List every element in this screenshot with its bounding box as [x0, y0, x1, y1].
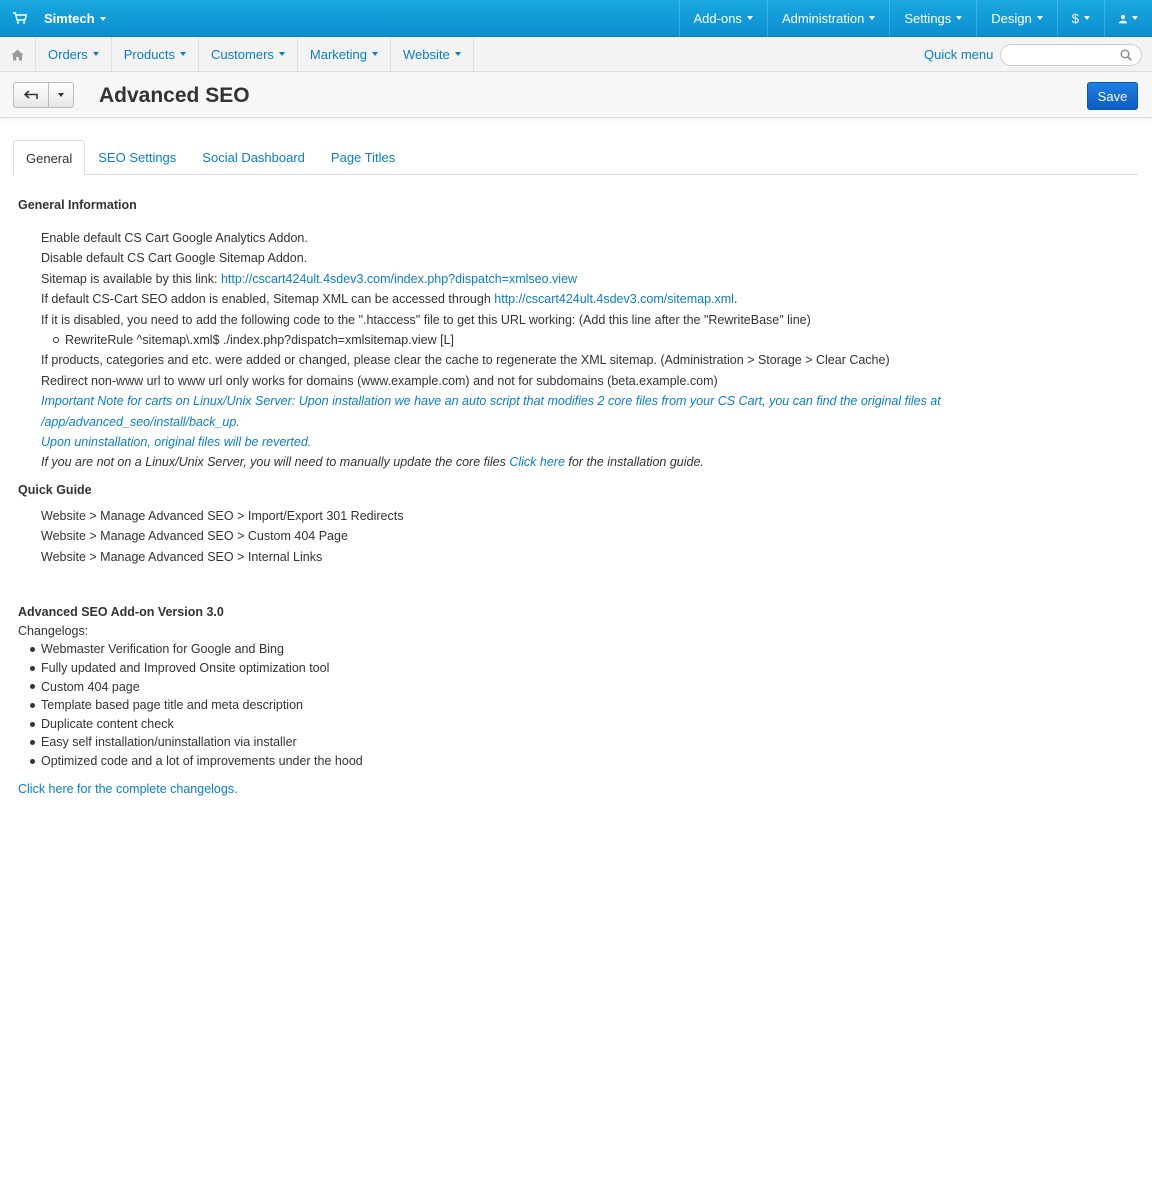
- chevron-down-icon: [372, 52, 378, 56]
- home-icon: [11, 49, 24, 61]
- menu-currency-label: $: [1071, 11, 1079, 26]
- bullet-icon: [30, 684, 35, 689]
- sitemap-text: Sitemap is available by this link:: [41, 271, 221, 286]
- guide-item: Website > Manage Advanced SEO > Import/Export 301 Redirects: [41, 509, 404, 524]
- back-arrow-icon: [24, 90, 38, 100]
- store-name: Simtech: [44, 11, 95, 26]
- quick-menu-link[interactable]: Quick menu: [924, 47, 994, 62]
- changelog-item-text: Custom 404 page: [41, 679, 140, 694]
- tab-page-titles[interactable]: Page Titles: [330, 150, 396, 165]
- cart-icon: [13, 12, 27, 24]
- list-item: [18, 715, 1138, 734]
- back-button-group: [13, 82, 74, 108]
- bullet-icon: [30, 703, 35, 708]
- guide-item: Website > Manage Advanced SEO > Internal Links: [41, 549, 323, 564]
- menu-addons-label: Add-ons: [693, 11, 742, 26]
- search-icon[interactable]: [1120, 49, 1132, 61]
- chevron-down-icon: [279, 52, 285, 56]
- sitemap-xml-link[interactable]: http://cscart424ult.4sdev3.com/sitemap.xml: [494, 292, 734, 307]
- changelog-item-text: Duplicate content check: [41, 716, 174, 731]
- circle-bullet-icon: [53, 337, 59, 343]
- changelog-item-text: Webmaster Verification for Google and Bing: [41, 642, 284, 657]
- manual-update-suffix: for the installation guide.: [564, 455, 704, 470]
- chevron-down-icon: [956, 16, 962, 20]
- changelog-list: [18, 640, 1138, 770]
- guide-item: Website > Manage Advanced SEO > Custom 404 Page: [41, 529, 348, 544]
- menu-user[interactable]: [1104, 0, 1152, 37]
- nav-customers-label: Customers: [211, 47, 274, 62]
- sitemap-link[interactable]: http://cscart424ult.4sdev3.com/index.php?dispatch=xmlseo.view: [220, 271, 578, 286]
- nav-orders[interactable]: [36, 37, 112, 72]
- rewrite-rule-item: [41, 330, 1138, 350]
- chevron-down-icon: [180, 52, 186, 56]
- back-dropdown-button[interactable]: [49, 83, 73, 107]
- uninstall-note: Upon uninstallation, original files will be reverted.: [41, 435, 312, 450]
- menu-design[interactable]: [976, 0, 1056, 37]
- list-item: [18, 733, 1138, 752]
- chevron-down-icon: [1084, 16, 1090, 20]
- chevron-down-icon: [747, 16, 753, 20]
- nav-marketing-label: Marketing: [309, 47, 367, 62]
- nav-orders-label: Orders: [48, 47, 88, 62]
- info-line: If it is disabled, you need to add the following code to the ".htaccess" file to get this URL working: (Add this line after the "RewriteBase" line): [41, 312, 811, 327]
- tab-general[interactable]: General: [13, 140, 85, 176]
- version-heading: Advanced SEO Add-on Version 3.0: [18, 605, 224, 620]
- nav-website-label: Website: [402, 47, 450, 62]
- search-box: [1000, 44, 1142, 66]
- changelog-item-text: Easy self installation/uninstallation via installer: [41, 735, 297, 750]
- menu-administration-label: Administration: [781, 11, 865, 26]
- menu-administration[interactable]: [767, 0, 889, 37]
- sitemap-xml-text: If default CS-Cart SEO addon is enabled, Sitemap XML can be accessed through: [41, 292, 495, 307]
- store-switcher[interactable]: [44, 11, 106, 26]
- changelog-item-text: Optimized code and a lot of improvements under the hood: [41, 754, 363, 769]
- menu-settings-label: Settings: [904, 11, 952, 26]
- chevron-down-icon: [1132, 16, 1138, 20]
- info-line: Redirect non-www url to www url only works for domains (www.example.com) and not for subdomains (beta.example.com): [41, 373, 718, 388]
- save-button[interactable]: Save: [1087, 82, 1138, 110]
- top-menu: [679, 0, 1152, 37]
- title-bar: [0, 72, 1152, 118]
- back-button[interactable]: [14, 83, 49, 107]
- page-title: Advanced SEO: [99, 84, 250, 107]
- user-icon: [1119, 13, 1127, 25]
- changelog-item-text: Fully updated and Improved Onsite optimization tool: [41, 661, 330, 676]
- general-content: [18, 195, 1138, 798]
- bullet-icon: [30, 759, 35, 764]
- menu-currency[interactable]: [1057, 0, 1104, 37]
- installation-guide-link[interactable]: Click here: [509, 455, 565, 470]
- chevron-down-icon: [100, 17, 106, 21]
- chevron-down-icon: [869, 16, 875, 20]
- nav-products[interactable]: [112, 37, 199, 72]
- list-item: [18, 640, 1138, 659]
- top-bar: [0, 0, 1152, 37]
- chevron-down-icon: [93, 52, 99, 56]
- bullet-icon: [30, 666, 35, 671]
- tab-social-dashboard[interactable]: Social Dashboard: [202, 150, 305, 165]
- general-info-heading: General Information: [18, 198, 137, 212]
- complete-changelogs-link[interactable]: Click here for the complete changelogs.: [18, 781, 238, 796]
- rewrite-rule-text: RewriteRule ^sitemap\.xml$ ./index.php?dispatch=xmlsitemap.view [L]: [65, 333, 455, 348]
- list-item: [18, 659, 1138, 678]
- menu-addons[interactable]: [679, 0, 767, 37]
- nav-website[interactable]: [391, 37, 474, 72]
- list-item: [18, 752, 1138, 771]
- menu-design-label: Design: [991, 11, 1032, 26]
- bullet-icon: [30, 722, 35, 727]
- tab-bar: [13, 140, 1138, 175]
- home-button[interactable]: [0, 37, 36, 72]
- menu-settings[interactable]: [889, 0, 976, 37]
- info-line: Disable default CS Cart Google Sitemap Addon.: [41, 251, 308, 266]
- changelogs-label: Changelogs:: [18, 623, 89, 638]
- info-line: [41, 269, 1138, 289]
- bullet-icon: [30, 740, 35, 745]
- chevron-down-icon: [58, 93, 64, 97]
- changelog-item-text: Template based page title and meta description: [41, 698, 303, 713]
- chevron-down-icon: [455, 52, 461, 56]
- bullet-icon: [30, 647, 35, 652]
- nav-products-label: Products: [123, 47, 176, 62]
- quick-guide-heading: Quick Guide: [18, 482, 92, 497]
- manual-update-text: If you are not on a Linux/Unix Server, you will need to manually update the core files: [41, 455, 510, 470]
- important-note: Important Note for carts on Linux/Unix Server: Upon installation we have an auto script that modifies 2 core files from your CS Cart, you can find the original files at /app/advanced_seo/install/back_up.: [41, 394, 941, 429]
- nav-customers[interactable]: [199, 37, 298, 72]
- list-item: [18, 696, 1138, 715]
- chevron-down-icon: [1037, 16, 1043, 20]
- main-nav: [0, 37, 1152, 72]
- sitemap-xml-suffix: .: [733, 292, 738, 307]
- nav-marketing[interactable]: [298, 37, 391, 72]
- tab-seo-settings[interactable]: SEO Settings: [98, 150, 177, 165]
- info-line: If products, categories and etc. were added or changed, please clear the cache to regenerate the XML sitemap. (Administration > Storage > Clear Cache): [41, 353, 890, 368]
- search-input[interactable]: [1009, 48, 1119, 62]
- manual-update-note: [41, 452, 1138, 472]
- info-line: Enable default CS Cart Google Analytics Addon.: [41, 231, 308, 245]
- info-line: [41, 289, 1138, 309]
- list-item: [18, 678, 1138, 697]
